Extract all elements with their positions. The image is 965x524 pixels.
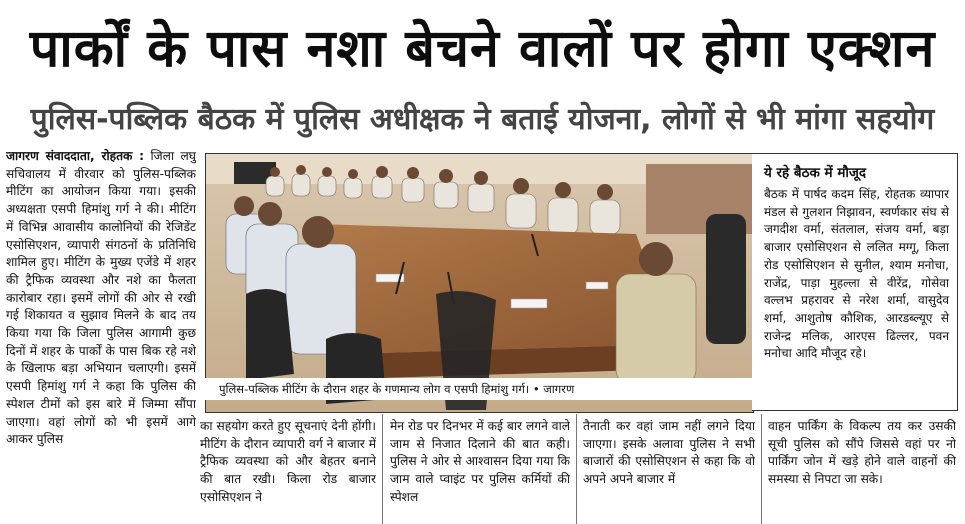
column3-text: मेन रोड पर दिनभर में कई बार लगने वाले जाम से निजात दिलाने की बात कही। पुलिस ने ओर से आश्वासन दिया गया कि जाम वाले प्वाइंट पर पुलिस कर्मियों की स्पेशल xyxy=(390,419,570,504)
article-column-4 xyxy=(583,418,755,524)
column-rule xyxy=(382,414,383,524)
column4-text: तैनाती कर वहां जाम नहीं लगने दिया जाएगा। इसके अलावा पुलिस ने सभी बाजारों की एसोसिएशन से कहा कि वो अपने अपने बाजार में xyxy=(583,419,755,487)
headline: पार्कों के पास नशा बेचने वालों पर होगा एक्शन xyxy=(29,19,936,79)
meeting-photo-illustration xyxy=(206,154,753,412)
column1-text: जिला लघु सचिवालय में वीरवार को पुलिस-पब्लिक मीटिंग का आयोजन किया गया। इसकी अध्यक्षता एसपी हिमांशु गर्ग ने की। मीटिंग में विभिन्न आवासीय कालोनियों की रेजिडेंट एसोसिएशन, व्यापारी संगठनों के प्रतिनिधि शामिल हुए। मीटिंग के मुख्य एजेंडे में शहर की ट्रैफिक व्यवस्था और नशे का फैलता कारोबार रहा। इसमें लोगों की ओर से रखी गई शिकायत व सुझाव मिलने के बाद तय किया गया कि जिला पुलिस आगामी कुछ दिनों में शहर के पार्कों के पास बिक रहे नशे के खिलाफ बड़ा अभियान चलाएगी। इसमें एसपी हिमांशु गर्ग ने कहा कि पुलिस की स्पेशल टीमों को इस बारे में जिम्मा सौंपा जाएगा। वहां लोगों को भी इसमें आगे आकर पुलिस xyxy=(6,149,196,447)
subheadline: पुलिस-पब्लिक बैठक में पुलिस अधीक्षक ने बताई योजना, लोगों से भी मांगा सहयोग xyxy=(30,102,935,137)
column5-text: वाहन पार्किंग के विकल्प तय कर उसकी सूची पुलिस को सौंपे जिससे वहां पर नो पार्किंग जोन में खड़े होने वाले वाहनों की समस्या से निपटा जा सके। xyxy=(768,419,956,487)
article-column-1 xyxy=(6,148,196,524)
column-rule xyxy=(761,414,762,524)
photo-caption: पुलिस-पब्लिक मीटिंग के दौरान शहर के गणमान्य लोग व एसपी हिमांशु गर्ग। • जागरण xyxy=(205,378,752,400)
meeting-photo xyxy=(205,153,754,413)
article-column-3 xyxy=(390,418,570,524)
column2-text: का सहयोग करते हुए सूचनाएं देनी होंगी। मीटिंग के दौरान व्यापारी वर्ग ने बाजार में ट्रैफिक व्यवस्था को और बेहतर बनाने की बात रखी। किला रोड बाजार एसोसिएशन ने xyxy=(200,419,376,504)
attendees-text: बैठक में पार्षद कदम सिंह, रोहतक व्यापार मंडल से गुलशन निझावन, स्वर्णकार संघ से जगदीश वर्मा, संतलाल, संजय वर्मा, बड़ा बाजार एसोसिएशन से ललित मग्गू, किला रोड एसोसिएशन से सुनील, श्याम मनोचा, राजेंद्र, पाड़ा मुहल्ला से वीरेंद्र, गोसेवा वल्लभ प्रहरावर से नरेश शर्मा, वासुदेव शर्मा, आशुतोष कौशिक, आरडब्ल्यूए से राजेन्द्र मलिक, आरएस ढिल्लर, पवन मनोचा आदि मौजूद रहे। xyxy=(764,187,949,361)
article-column-5 xyxy=(768,418,956,524)
byline: जागरण संवाददाता, रोहतक : xyxy=(6,149,145,163)
attendees-box xyxy=(752,153,958,411)
attendees-title: ये रहे बैठक में मौजूद xyxy=(764,165,867,181)
article-column-2 xyxy=(200,418,376,524)
column-rule xyxy=(576,414,577,524)
